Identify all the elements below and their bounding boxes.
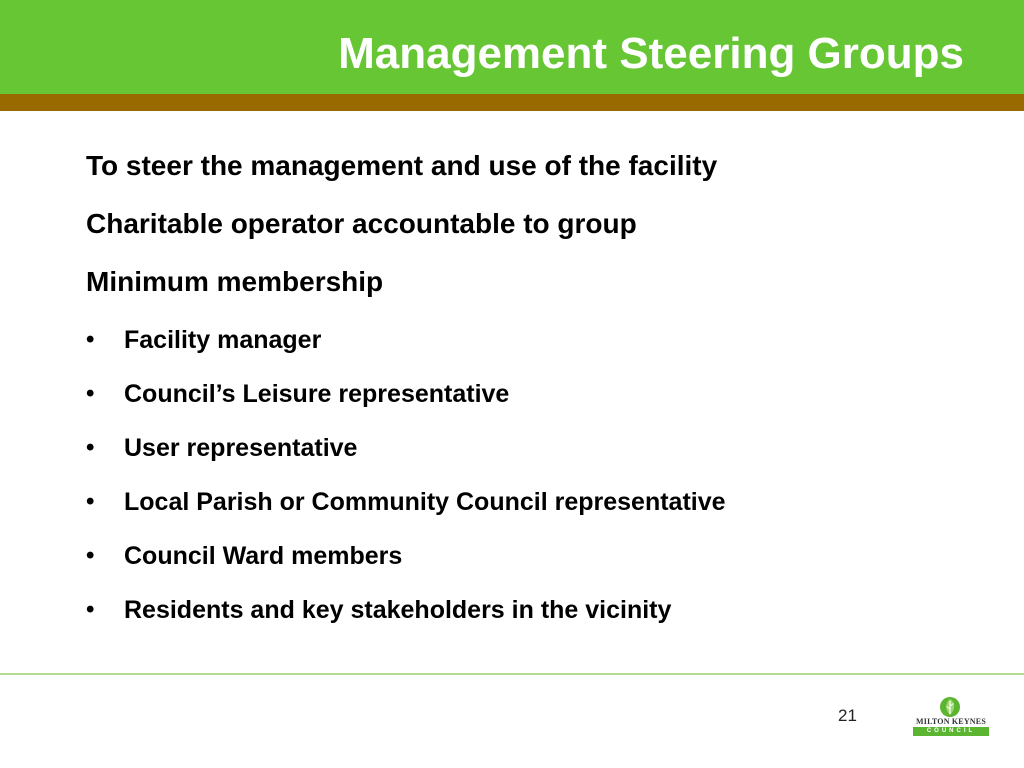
list-item	[86, 590, 986, 644]
leaf-icon	[939, 696, 961, 718]
list-item	[86, 482, 986, 536]
list-item-text: Council Ward members	[124, 542, 403, 570]
list-item-text: Residents and key stakeholders in the vicinity	[124, 596, 672, 624]
logo-name: MILTON KEYNES	[916, 717, 986, 726]
heading-operator: Charitable operator accountable to group	[86, 208, 637, 239]
page-number: 21	[838, 706, 857, 725]
milton-keynes-council-logo	[912, 696, 990, 736]
bullet-icon: •	[86, 434, 95, 461]
logo-subtitle: COUNCIL	[913, 727, 989, 736]
list-item-text: Facility manager	[124, 326, 322, 354]
bullet-icon: •	[86, 488, 95, 515]
list-item	[86, 374, 986, 428]
bullet-icon: •	[86, 596, 95, 623]
list-item-text: User representative	[124, 434, 358, 462]
heading-membership: Minimum membership	[86, 266, 384, 297]
bullet-icon: •	[86, 542, 95, 569]
heading-purpose: To steer the management and use of the facility	[86, 150, 718, 181]
footer-divider	[0, 673, 1024, 675]
membership-list	[86, 320, 986, 644]
title-bar	[0, 0, 1024, 94]
list-item-text: Local Parish or Community Council representative	[124, 488, 726, 516]
title-underline-band	[0, 94, 1024, 111]
list-item	[86, 320, 986, 374]
list-item	[86, 428, 986, 482]
slide-content	[86, 146, 986, 644]
list-item	[86, 536, 986, 590]
list-item-text: Council’s Leisure representative	[124, 380, 510, 408]
slide-title: Management Steering Groups	[338, 29, 964, 78]
bullet-icon: •	[86, 380, 95, 407]
bullet-icon: •	[86, 326, 95, 353]
